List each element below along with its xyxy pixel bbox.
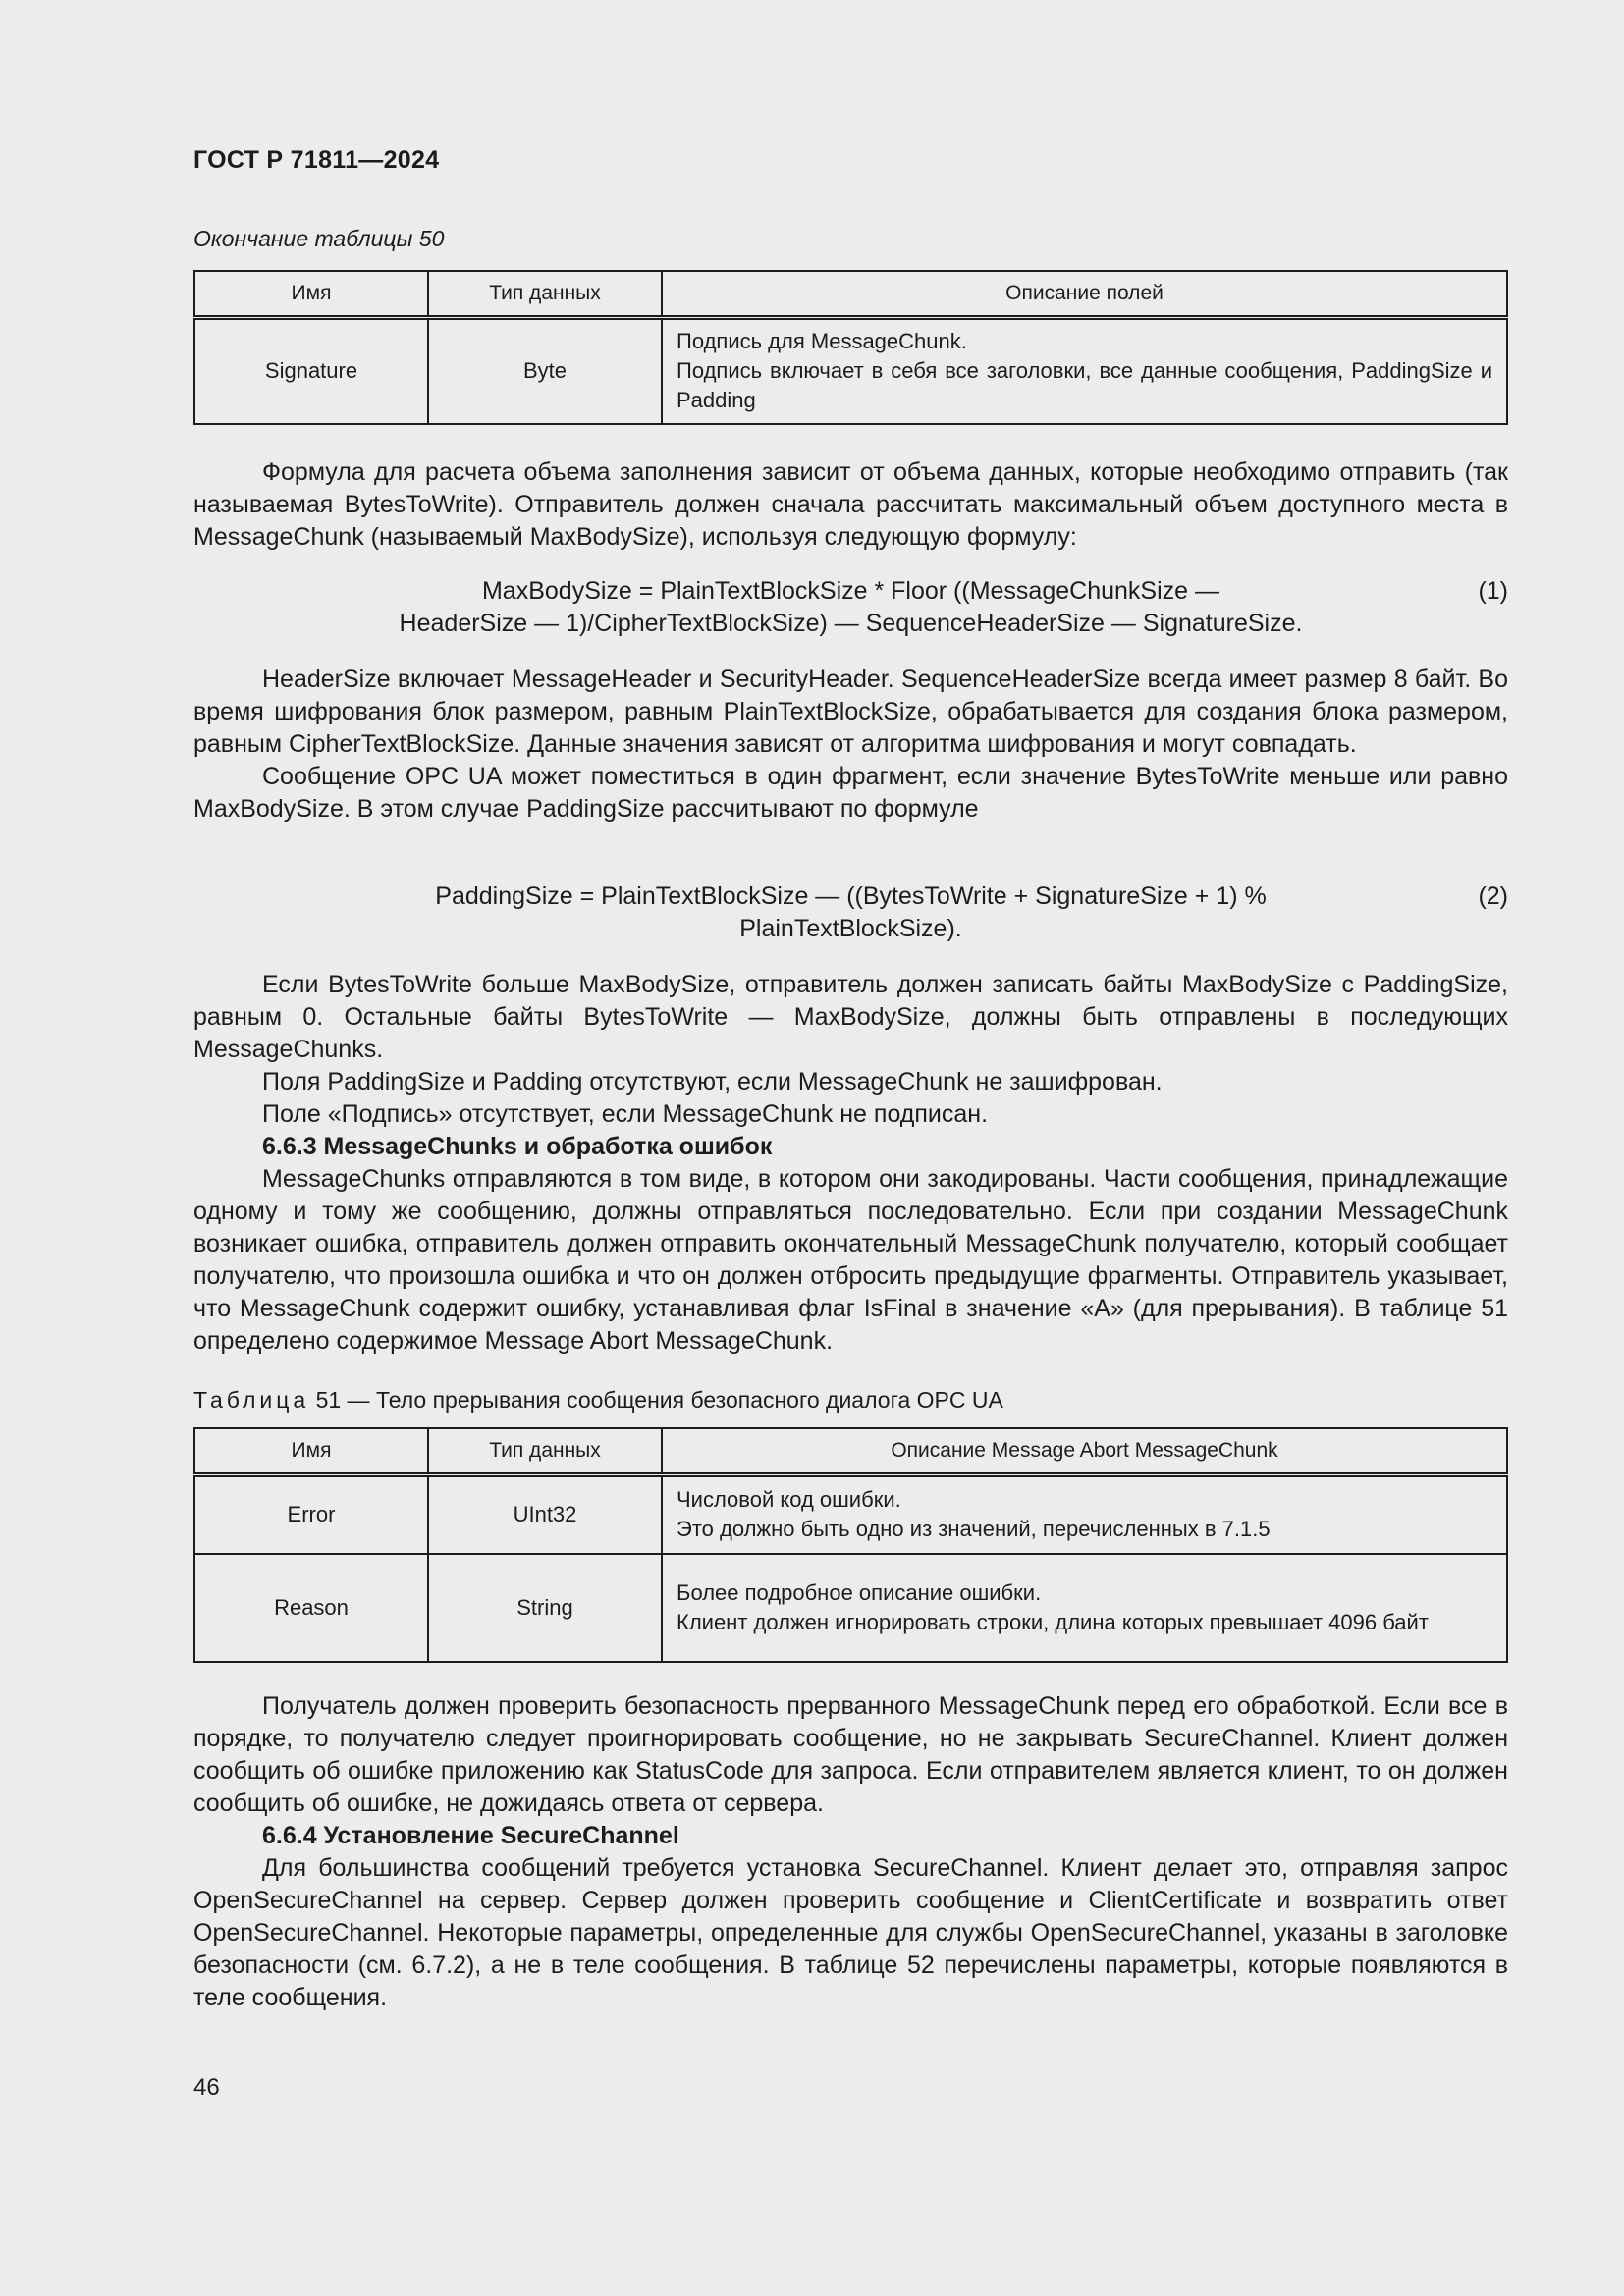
caption-label: Таблица (193, 1387, 310, 1413)
description-line: Это должно быть одно из значений, перечисленных в 7.1.5 (677, 1517, 1271, 1542)
table-51-caption (193, 1387, 1003, 1414)
cell-name: Reason (194, 1554, 428, 1662)
caption-title: 51 — Тело прерывания сообщения безопасного диалога OPC UA (309, 1387, 1003, 1413)
cell-description (662, 1554, 1507, 1662)
paragraph: MessageChunks отправляются в том виде, в котором они закодированы. Части сообщения, принадлежащие одному и тому же сообщению, должны отправляться последовательно. Если при создании MessageChunk возникает ошибка, отправитель должен отправить окончательный MessageChunk получателю, который сообщает получателю, что произошла ошибка и что он должен отбросить предыдущие фрагменты. Отправитель указывает, что MessageChunk содержит ошибку, устанавливая флаг IsFinal в значение «A» (для прерывания). В таблице 51 определено содержимое Message Abort MessageChunk. (193, 1165, 1508, 1355)
description-line: Более подробное описание ошибки. (677, 1579, 1042, 1605)
table-row (194, 318, 1507, 424)
section-heading-6-6-4: 6.6.4 Установление SecureChannel (262, 1822, 679, 1849)
paragraph: Формула для расчета объема заполнения зависит от объема данных, которые необходимо отправить (так называемая BytesToWrite). Отправитель должен сначала рассчитать максимальный объем доступного места в MessageChunk (называемый MaxBodySize), используя следующую формулу: (193, 458, 1508, 551)
table-50-caption: Окончание таблицы 50 (193, 226, 445, 251)
text-block (193, 969, 1508, 1358)
text-block (193, 1690, 1508, 2014)
formula-number: (1) (1478, 577, 1508, 605)
paragraph: Если BytesToWrite больше MaxBodySize, отправитель должен записать байты MaxBodySize с PaddingSize, равным 0. Остальные байты BytesToWrite — MaxBodySize, должны быть отправлены в последующих MessageChunks. (193, 971, 1508, 1063)
paragraph: Поля PaddingSize и Padding отсутствуют, если MessageChunk не зашифрован. (262, 1068, 1163, 1095)
formula-line: PaddingSize = PlainTextBlockSize — ((BytesToWrite + SignatureSize + 1) % (435, 882, 1267, 910)
description-line: Числовой код ошибки. (677, 1487, 901, 1513)
description-line: Подпись включает в себя все заголовки, все данные сообщения, PaddingSize и Padding (677, 358, 1492, 413)
paragraph: HeaderSize включает MessageHeader и SecurityHeader. SequenceHeaderSize всегда имеет размер 8 байт. Во время шифрования блок размером, равным PlainTextBlockSize, обрабатывается для создания блока размером, равным CipherTextBlockSize. Данные значения зависят от алгоритма шифрования и могут совпадать. (193, 666, 1508, 758)
column-header-name: Имя (194, 271, 428, 318)
column-header-type: Тип данных (428, 1428, 662, 1475)
cell-description (662, 318, 1507, 424)
table-header-row (194, 271, 1507, 318)
cell-type: UInt32 (428, 1475, 662, 1554)
cell-type: String (428, 1554, 662, 1662)
description-line: Клиент должен игнорировать строки, длина которых превышает 4096 байт (677, 1609, 1429, 1634)
column-header-name: Имя (194, 1428, 428, 1475)
document-code: ГОСТ Р 71811—2024 (193, 146, 440, 174)
formula-number: (2) (1478, 882, 1508, 910)
column-header-type: Тип данных (428, 271, 662, 318)
table-row (194, 1475, 1507, 1554)
table-51 (193, 1427, 1508, 1663)
cell-type: Byte (428, 318, 662, 424)
description-line: Подпись для MessageChunk. (677, 329, 967, 354)
table-row (194, 1554, 1507, 1662)
section-heading-6-6-3: 6.6.3 MessageChunks и обработка ошибок (262, 1133, 773, 1160)
table-50 (193, 270, 1508, 425)
formula-2 (193, 881, 1508, 945)
cell-description (662, 1475, 1507, 1554)
text-block (193, 456, 1508, 554)
formula-line: PlainTextBlockSize). (739, 915, 962, 942)
page-number: 46 (193, 2074, 220, 2101)
cell-name: Error (194, 1475, 428, 1554)
formula-line: MaxBodySize = PlainTextBlockSize * Floor ((MessageChunkSize — (481, 577, 1219, 605)
paragraph: Получатель должен проверить безопасность прерванного MessageChunk перед его обработкой. Если все в порядке, то получателю следует проигнорировать сообщение, но не закрывать SecureChannel. Клиент должен сообщить об ошибке приложению как StatusCode для запроса. Если отправителем является клиент, то он должен сообщить об ошибке, не дожидаясь ответа от сервера. (193, 1692, 1508, 1817)
text-block (193, 664, 1508, 826)
cell-name: Signature (194, 318, 428, 424)
column-header-description: Описание Message Abort MessageChunk (662, 1428, 1507, 1475)
paragraph: Сообщение OPC UA может поместиться в один фрагмент, если значение BytesToWrite меньше или равно MaxBodySize. В этом случае PaddingSize рассчитывают по формуле (193, 763, 1508, 823)
paragraph: Для большинства сообщений требуется установка SecureChannel. Клиент делает это, отправляя запрос OpenSecureChannel на сервер. Сервер должен проверить сообщение и ClientCertificate и возвратить ответ OpenSecureChannel. Некоторые параметры, определенные для службы OpenSecureChannel, указаны в заголовке безопасности (см. 6.7.2), а не в теле сообщения. В таблице 52 перечислены параметры, которые появляются в теле сообщения. (193, 1854, 1508, 2011)
formula-line: HeaderSize — 1)/CipherTextBlockSize) — SequenceHeaderSize — SignatureSize. (399, 610, 1303, 637)
formula-1 (193, 575, 1508, 640)
table-header-row (194, 1428, 1507, 1475)
paragraph: Поле «Подпись» отсутствует, если MessageChunk не подписан. (262, 1100, 989, 1128)
column-header-description: Описание полей (662, 271, 1507, 318)
